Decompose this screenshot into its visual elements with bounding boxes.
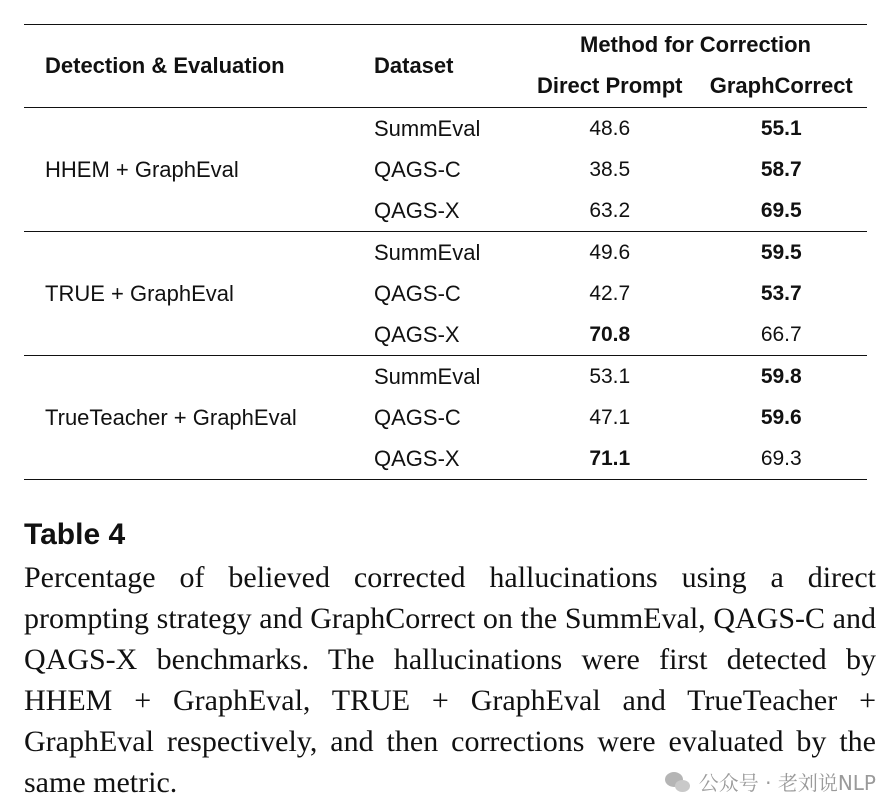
results-table-container xyxy=(24,24,867,480)
graph-correct-value: 66.7 xyxy=(760,322,802,346)
graph-correct-value: 69.3 xyxy=(760,446,802,470)
graph-correct-value: 58.7 xyxy=(760,157,802,181)
group-label: TRUE + GraphEval xyxy=(45,280,234,306)
direct-prompt-value: 49.6 xyxy=(589,240,631,264)
caption-title: Table 4 xyxy=(24,518,126,551)
dataset-cell: QAGS-X xyxy=(374,445,460,471)
table-row xyxy=(24,232,867,274)
watermark-text: 公众号 · 老刘说NLP xyxy=(698,771,876,795)
wechat-icon xyxy=(665,771,691,793)
header-row-1 xyxy=(24,25,867,66)
dataset-cell: SummEval xyxy=(374,363,481,389)
dataset-cell: QAGS-C xyxy=(374,156,461,182)
dataset-cell: QAGS-X xyxy=(374,197,460,223)
header-method-group xyxy=(524,25,867,66)
caption-text: Percentage of believed corrected hallucinations using a direct prompting strategy and GraphCorrect on the SummEval, QAGS-C and QAGS-X benchmarks. The hallucinations were first detected by HHEM + GraphEval, TRUE + GraphEval and TrueTeacher + GraphEval respectively, and then corrections were evaluated by the same metric. xyxy=(24,561,876,799)
group-label: TrueTeacher + GraphEval xyxy=(45,404,297,430)
header-method-group-label: Method for Correction xyxy=(580,32,811,57)
direct-prompt-value: 70.8 xyxy=(589,322,631,346)
table-row xyxy=(24,356,867,398)
dataset-cell: QAGS-C xyxy=(374,280,461,306)
header-dataset: Dataset xyxy=(374,53,454,78)
direct-prompt-value: 53.1 xyxy=(589,364,631,388)
results-table xyxy=(24,24,867,480)
header-detection: Detection & Evaluation xyxy=(45,53,285,78)
table-row xyxy=(24,108,867,150)
direct-prompt-value: 38.5 xyxy=(589,157,631,181)
header-graph-correct: GraphCorrect xyxy=(709,73,853,98)
direct-prompt-value: 42.7 xyxy=(589,281,631,305)
dataset-cell: SummEval xyxy=(374,115,481,141)
dataset-cell: QAGS-C xyxy=(374,404,461,430)
graph-correct-value: 59.6 xyxy=(760,405,802,429)
group-label: HHEM + GraphEval xyxy=(45,156,239,182)
graph-correct-value: 55.1 xyxy=(760,116,802,140)
direct-prompt-value: 48.6 xyxy=(589,116,631,140)
direct-prompt-value: 71.1 xyxy=(589,446,631,470)
dataset-cell: QAGS-X xyxy=(374,321,460,347)
graph-correct-value: 59.8 xyxy=(760,364,802,388)
header-direct-prompt: Direct Prompt xyxy=(537,73,683,98)
table-header xyxy=(24,25,867,108)
dataset-cell: SummEval xyxy=(374,239,481,265)
graph-correct-value: 69.5 xyxy=(760,198,802,222)
table-caption xyxy=(24,514,876,803)
graph-correct-value: 59.5 xyxy=(760,240,802,264)
direct-prompt-value: 47.1 xyxy=(589,405,631,429)
graph-correct-value: 53.7 xyxy=(760,281,802,305)
table-body xyxy=(24,108,867,480)
direct-prompt-value: 63.2 xyxy=(589,198,631,222)
watermark xyxy=(665,767,876,796)
